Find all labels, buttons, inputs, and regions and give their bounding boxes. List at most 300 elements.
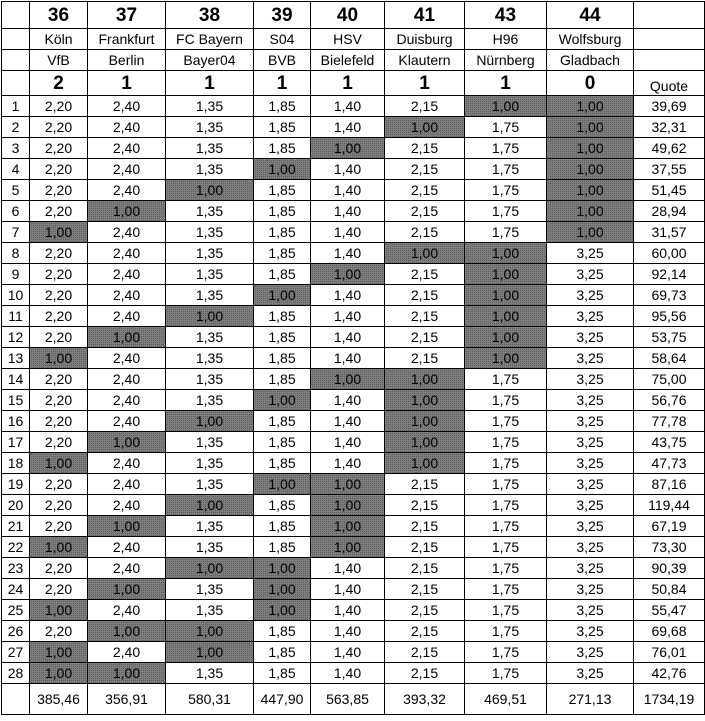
row-number: 4: [2, 159, 30, 180]
odds-cell-hit: 1,00: [311, 516, 385, 537]
odds-cell: 1,40: [311, 285, 385, 306]
match-number: 44: [547, 2, 634, 29]
odds-cell: 3,25: [547, 348, 634, 369]
odds-cell: 1,85: [254, 348, 311, 369]
row-quote: 43,75: [634, 432, 705, 453]
tip-value: 1: [385, 71, 465, 96]
odds-cell: 1,35: [166, 537, 254, 558]
odds-cell: 1,40: [311, 663, 385, 684]
odds-cell-hit: 1,00: [465, 285, 547, 306]
odds-cell-hit: 1,00: [30, 537, 88, 558]
odds-cell: 2,40: [88, 537, 166, 558]
home-team: Köln: [30, 29, 88, 50]
table-body: [2, 2, 705, 715]
match-number: 40: [311, 2, 385, 29]
row-quote: 50,84: [634, 579, 705, 600]
odds-cell: 1,40: [311, 117, 385, 138]
away-team: Klautern: [385, 50, 465, 71]
odds-cell-hit: 1,00: [254, 558, 311, 579]
odds-cell: 2,40: [88, 222, 166, 243]
row-quote: 69,73: [634, 285, 705, 306]
odds-cell-hit: 1,00: [311, 264, 385, 285]
odds-cell: 3,25: [547, 453, 634, 474]
table-row: [2, 474, 705, 495]
odds-cell: 1,35: [166, 243, 254, 264]
odds-cell: 1,40: [311, 159, 385, 180]
quote-header-spacer: [634, 2, 705, 29]
row-number: 3: [2, 138, 30, 159]
odds-cell: 1,75: [465, 369, 547, 390]
row-number: 13: [2, 348, 30, 369]
odds-cell: 2,15: [385, 663, 465, 684]
table-row: [2, 432, 705, 453]
odds-cell-hit: 1,00: [254, 285, 311, 306]
odds-cell-hit: 1,00: [166, 558, 254, 579]
odds-cell: 1,40: [311, 390, 385, 411]
odds-cell-hit: 1,00: [547, 117, 634, 138]
totals-corner: [2, 684, 30, 715]
odds-cell: 1,85: [254, 453, 311, 474]
odds-cell: 3,25: [547, 306, 634, 327]
row-number: 1: [2, 96, 30, 117]
odds-cell: 2,15: [385, 285, 465, 306]
table-row: [2, 222, 705, 243]
odds-cell: 1,85: [254, 642, 311, 663]
odds-cell-hit: 1,00: [166, 621, 254, 642]
odds-cell-hit: 1,00: [88, 516, 166, 537]
odds-cell: 2,40: [88, 180, 166, 201]
odds-cell: 2,40: [88, 285, 166, 306]
odds-cell: 1,40: [311, 411, 385, 432]
odds-cell: 1,40: [311, 180, 385, 201]
odds-cell: 2,20: [30, 621, 88, 642]
odds-cell-hit: 1,00: [547, 201, 634, 222]
row-quote: 51,45: [634, 180, 705, 201]
odds-cell: 1,35: [166, 369, 254, 390]
odds-cell: 2,40: [88, 159, 166, 180]
odds-cell: 2,15: [385, 579, 465, 600]
odds-cell: 3,25: [547, 264, 634, 285]
odds-cell: 2,20: [30, 369, 88, 390]
odds-cell: 2,15: [385, 621, 465, 642]
odds-cell: 2,40: [88, 117, 166, 138]
odds-cell: 1,75: [465, 600, 547, 621]
table-row: [2, 495, 705, 516]
column-total: 385,46: [30, 684, 88, 715]
odds-cell: 1,85: [254, 264, 311, 285]
odds-cell: 1,40: [311, 306, 385, 327]
odds-cell: 1,75: [465, 474, 547, 495]
odds-cell: 2,20: [30, 96, 88, 117]
column-total: 563,85: [311, 684, 385, 715]
odds-cell-hit: 1,00: [166, 495, 254, 516]
row-quote: 75,00: [634, 369, 705, 390]
row-quote: 39,69: [634, 96, 705, 117]
odds-cell-hit: 1,00: [88, 621, 166, 642]
home-team: HSV: [311, 29, 385, 50]
row-quote: 53,75: [634, 327, 705, 348]
tip-value: 1: [166, 71, 254, 96]
row-number: 14: [2, 369, 30, 390]
odds-cell: 3,25: [547, 537, 634, 558]
odds-cell: 2,40: [88, 264, 166, 285]
odds-cell: 1,75: [465, 453, 547, 474]
odds-cell: 2,40: [88, 96, 166, 117]
odds-cell: 3,25: [547, 369, 634, 390]
table-row: [2, 180, 705, 201]
odds-cell: 1,85: [254, 306, 311, 327]
odds-cell: 1,35: [166, 159, 254, 180]
row-quote: 95,56: [634, 306, 705, 327]
betting-table: [1, 1, 705, 715]
odds-cell: 2,20: [30, 474, 88, 495]
odds-cell: 1,35: [166, 117, 254, 138]
odds-cell: 2,15: [385, 495, 465, 516]
odds-cell: 3,25: [547, 621, 634, 642]
odds-cell: 2,20: [30, 411, 88, 432]
odds-cell-hit: 1,00: [30, 222, 88, 243]
odds-cell-hit: 1,00: [254, 474, 311, 495]
odds-cell-hit: 1,00: [311, 474, 385, 495]
odds-cell: 1,75: [465, 138, 547, 159]
odds-cell-hit: 1,00: [311, 369, 385, 390]
odds-cell: 2,15: [385, 138, 465, 159]
row-quote: 69,68: [634, 621, 705, 642]
odds-cell-hit: 1,00: [547, 96, 634, 117]
odds-cell: 1,85: [254, 411, 311, 432]
row-number: 26: [2, 621, 30, 642]
row-number: 21: [2, 516, 30, 537]
odds-cell: 1,35: [166, 390, 254, 411]
row-number: 22: [2, 537, 30, 558]
quote-header-spacer: [634, 50, 705, 71]
odds-cell: 1,85: [254, 369, 311, 390]
odds-cell: 1,75: [465, 663, 547, 684]
odds-cell: 1,35: [166, 516, 254, 537]
odds-cell: 2,40: [88, 558, 166, 579]
odds-cell: 1,40: [311, 96, 385, 117]
odds-cell-hit: 1,00: [465, 348, 547, 369]
away-team: Gladbach: [547, 50, 634, 71]
odds-cell: 2,15: [385, 306, 465, 327]
odds-cell: 2,20: [30, 138, 88, 159]
odds-cell: 1,85: [254, 495, 311, 516]
column-total: 469,51: [465, 684, 547, 715]
row-number: 10: [2, 285, 30, 306]
odds-cell: 2,15: [385, 96, 465, 117]
odds-cell-hit: 1,00: [30, 663, 88, 684]
odds-cell-hit: 1,00: [88, 327, 166, 348]
odds-cell: 1,85: [254, 663, 311, 684]
odds-cell: 3,25: [547, 474, 634, 495]
odds-cell-hit: 1,00: [465, 243, 547, 264]
row-number: 2: [2, 117, 30, 138]
odds-cell: 2,15: [385, 180, 465, 201]
odds-cell: 3,25: [547, 495, 634, 516]
header-tips: [2, 71, 705, 96]
row-number: 17: [2, 432, 30, 453]
away-team: BVB: [254, 50, 311, 71]
odds-cell: 2,15: [385, 264, 465, 285]
column-total: 393,32: [385, 684, 465, 715]
corner-cell: [2, 50, 30, 71]
odds-cell: 2,40: [88, 453, 166, 474]
table-row: [2, 159, 705, 180]
odds-cell: 1,85: [254, 222, 311, 243]
odds-cell: 3,25: [547, 432, 634, 453]
odds-cell: 2,40: [88, 243, 166, 264]
odds-cell: 1,40: [311, 642, 385, 663]
odds-cell: 2,20: [30, 180, 88, 201]
odds-cell: 1,35: [166, 264, 254, 285]
odds-cell: 3,25: [547, 642, 634, 663]
totals-row: [2, 684, 705, 715]
odds-cell: 1,85: [254, 537, 311, 558]
away-team: Bielefeld: [311, 50, 385, 71]
corner-cell: [2, 29, 30, 50]
row-quote: 58,64: [634, 348, 705, 369]
row-number: 12: [2, 327, 30, 348]
header-away-teams: [2, 50, 705, 71]
table-row: [2, 621, 705, 642]
column-total: 271,13: [547, 684, 634, 715]
odds-cell: 1,40: [311, 453, 385, 474]
odds-cell: 1,40: [311, 327, 385, 348]
tip-value: 0: [547, 71, 634, 96]
table-row: [2, 537, 705, 558]
odds-cell-hit: 1,00: [311, 495, 385, 516]
odds-cell: 3,25: [547, 390, 634, 411]
row-number: 18: [2, 453, 30, 474]
table-row: [2, 411, 705, 432]
odds-cell: 1,85: [254, 180, 311, 201]
odds-cell: 1,75: [465, 621, 547, 642]
row-quote: 119,44: [634, 495, 705, 516]
home-team: H96: [465, 29, 547, 50]
odds-cell: 1,85: [254, 117, 311, 138]
odds-cell-hit: 1,00: [385, 411, 465, 432]
odds-cell: 2,15: [385, 600, 465, 621]
odds-cell-hit: 1,00: [88, 432, 166, 453]
odds-cell: 3,25: [547, 327, 634, 348]
match-number: 43: [465, 2, 547, 29]
odds-cell-hit: 1,00: [254, 159, 311, 180]
odds-cell: 1,35: [166, 474, 254, 495]
odds-cell-hit: 1,00: [30, 348, 88, 369]
odds-cell: 2,15: [385, 474, 465, 495]
odds-cell: 3,25: [547, 600, 634, 621]
odds-cell: 1,75: [465, 537, 547, 558]
odds-cell: 1,35: [166, 138, 254, 159]
row-number: 25: [2, 600, 30, 621]
odds-cell-hit: 1,00: [385, 432, 465, 453]
odds-cell: 1,75: [465, 642, 547, 663]
away-team: Bayer04: [166, 50, 254, 71]
odds-cell-hit: 1,00: [385, 369, 465, 390]
odds-cell: 2,15: [385, 642, 465, 663]
match-number: 36: [30, 2, 88, 29]
row-number: 16: [2, 411, 30, 432]
corner-cell: [2, 71, 30, 96]
odds-cell-hit: 1,00: [385, 453, 465, 474]
odds-cell-hit: 1,00: [465, 306, 547, 327]
table-row: [2, 642, 705, 663]
home-team: S04: [254, 29, 311, 50]
row-quote: 87,16: [634, 474, 705, 495]
match-number: 41: [385, 2, 465, 29]
row-number: 27: [2, 642, 30, 663]
odds-cell: 1,75: [465, 117, 547, 138]
odds-cell: 2,20: [30, 558, 88, 579]
odds-cell: 1,40: [311, 348, 385, 369]
odds-cell: 1,85: [254, 96, 311, 117]
row-quote: 32,31: [634, 117, 705, 138]
table-row: [2, 348, 705, 369]
odds-cell: 2,15: [385, 516, 465, 537]
odds-cell-hit: 1,00: [385, 243, 465, 264]
odds-cell: 1,35: [166, 432, 254, 453]
odds-cell: 1,40: [311, 600, 385, 621]
odds-cell: 2,20: [30, 117, 88, 138]
odds-cell: 1,85: [254, 138, 311, 159]
odds-cell: 1,75: [465, 516, 547, 537]
match-number: 37: [88, 2, 166, 29]
row-quote: 90,39: [634, 558, 705, 579]
match-number: 39: [254, 2, 311, 29]
row-number: 19: [2, 474, 30, 495]
table-row: [2, 117, 705, 138]
away-team: Nürnberg: [465, 50, 547, 71]
odds-cell: 1,75: [465, 411, 547, 432]
table-row: [2, 201, 705, 222]
odds-cell-hit: 1,00: [166, 180, 254, 201]
odds-cell-hit: 1,00: [30, 453, 88, 474]
odds-cell-hit: 1,00: [88, 663, 166, 684]
odds-cell: 2,15: [385, 159, 465, 180]
row-quote: 55,47: [634, 600, 705, 621]
odds-cell: 1,35: [166, 579, 254, 600]
odds-cell: 1,75: [465, 579, 547, 600]
odds-cell: 2,40: [88, 411, 166, 432]
odds-cell: 2,20: [30, 306, 88, 327]
row-number: 8: [2, 243, 30, 264]
odds-cell: 2,15: [385, 348, 465, 369]
match-number: 38: [166, 2, 254, 29]
odds-cell: 2,40: [88, 306, 166, 327]
column-total: 580,31: [166, 684, 254, 715]
quote-header-spacer: [634, 29, 705, 50]
header-match-numbers: [2, 2, 705, 29]
odds-cell: 2,40: [88, 390, 166, 411]
tip-value: 2: [30, 71, 88, 96]
odds-cell: 1,40: [311, 579, 385, 600]
table-row: [2, 453, 705, 474]
header-home-teams: [2, 29, 705, 50]
odds-cell-hit: 1,00: [254, 600, 311, 621]
odds-cell: 2,20: [30, 516, 88, 537]
row-quote: 67,19: [634, 516, 705, 537]
odds-cell-hit: 1,00: [166, 642, 254, 663]
odds-cell: 1,40: [311, 558, 385, 579]
table-row: [2, 600, 705, 621]
odds-cell: 1,75: [465, 222, 547, 243]
row-quote: 28,94: [634, 201, 705, 222]
odds-cell: 1,35: [166, 453, 254, 474]
odds-cell: 3,25: [547, 411, 634, 432]
away-team: VfB: [30, 50, 88, 71]
odds-cell: 1,35: [166, 663, 254, 684]
tip-value: 1: [254, 71, 311, 96]
odds-cell: 3,25: [547, 285, 634, 306]
odds-cell: 1,35: [166, 600, 254, 621]
odds-cell: 2,20: [30, 432, 88, 453]
odds-cell-hit: 1,00: [254, 390, 311, 411]
table-row: [2, 243, 705, 264]
odds-cell: 1,75: [465, 495, 547, 516]
away-team: Berlin: [88, 50, 166, 71]
row-number: 20: [2, 495, 30, 516]
odds-cell-hit: 1,00: [547, 159, 634, 180]
row-quote: 92,14: [634, 264, 705, 285]
table-row: [2, 390, 705, 411]
column-total: 356,91: [88, 684, 166, 715]
row-quote: 77,78: [634, 411, 705, 432]
table-row: [2, 516, 705, 537]
odds-cell: 1,35: [166, 96, 254, 117]
odds-cell-hit: 1,00: [385, 390, 465, 411]
odds-cell: 1,75: [465, 180, 547, 201]
home-team: Frankfurt: [88, 29, 166, 50]
odds-cell: 2,40: [88, 474, 166, 495]
odds-cell: 2,15: [385, 558, 465, 579]
odds-cell: 1,35: [166, 285, 254, 306]
odds-cell: 1,35: [166, 201, 254, 222]
odds-cell: 3,25: [547, 558, 634, 579]
odds-cell: 3,25: [547, 243, 634, 264]
odds-cell: 1,40: [311, 621, 385, 642]
odds-cell: 1,85: [254, 621, 311, 642]
odds-cell-hit: 1,00: [465, 96, 547, 117]
odds-cell-hit: 1,00: [166, 411, 254, 432]
odds-cell: 1,75: [465, 201, 547, 222]
row-quote: 73,30: [634, 537, 705, 558]
odds-cell: 2,20: [30, 201, 88, 222]
row-number: 15: [2, 390, 30, 411]
odds-cell: 1,35: [166, 222, 254, 243]
odds-cell: 1,35: [166, 348, 254, 369]
odds-cell: 3,25: [547, 516, 634, 537]
table-row: [2, 579, 705, 600]
row-quote: 56,76: [634, 390, 705, 411]
odds-cell: 1,85: [254, 327, 311, 348]
odds-cell: 3,25: [547, 579, 634, 600]
odds-cell: 2,15: [385, 327, 465, 348]
odds-cell-hit: 1,00: [30, 642, 88, 663]
odds-cell: 2,40: [88, 369, 166, 390]
odds-cell: 1,75: [465, 390, 547, 411]
table-row: [2, 663, 705, 684]
odds-cell: 1,75: [465, 432, 547, 453]
odds-cell: 1,75: [465, 558, 547, 579]
odds-cell-hit: 1,00: [311, 138, 385, 159]
odds-cell-hit: 1,00: [385, 117, 465, 138]
row-quote: 49,62: [634, 138, 705, 159]
row-quote: 37,55: [634, 159, 705, 180]
corner-cell: [2, 2, 30, 29]
tip-value: 1: [88, 71, 166, 96]
quote-label: Quote: [634, 71, 705, 96]
odds-cell: 1,85: [254, 516, 311, 537]
